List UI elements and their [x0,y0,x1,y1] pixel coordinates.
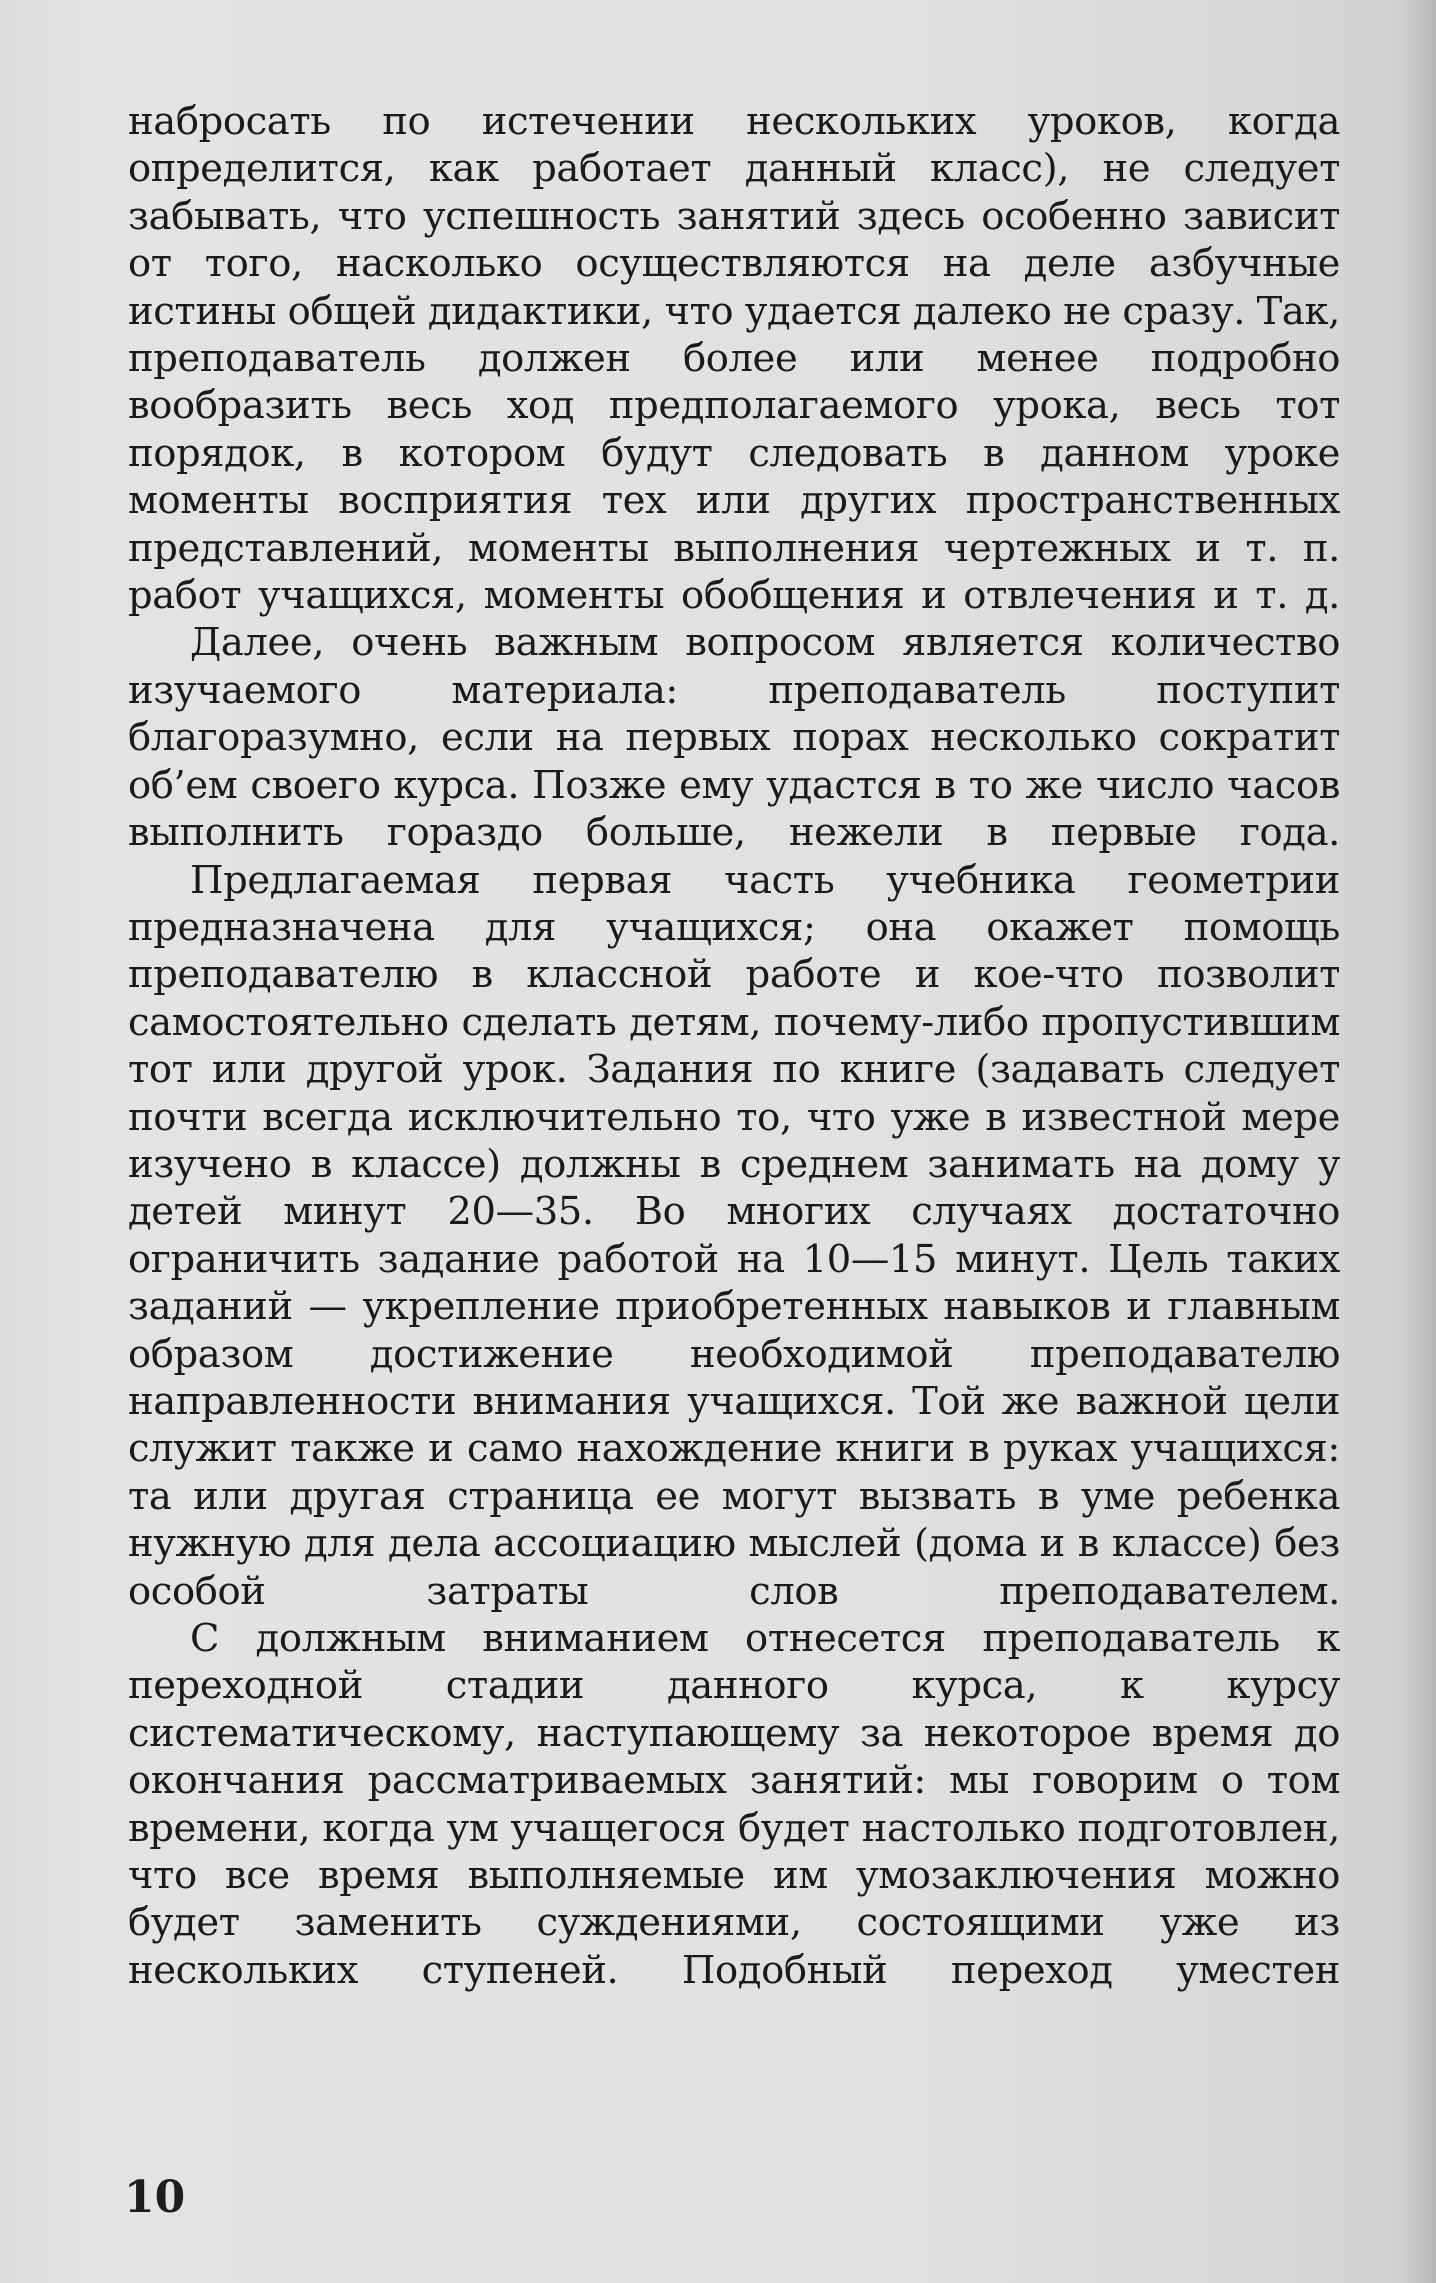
paragraph-4: С должным вниманием отнесется преподаватель к переходной стадии данного курса, к курсу систематическому, наступающему за некоторое время до окончания рассматриваемых занятий: мы говорим о том времени, когда ум учащегося будет настолько подготовлен, что все время выполняемые им умозаключения можно будет заменить суждениями, состоящими уже из нескольких ступеней. Подобный переход уместен [128,1616,1340,1993]
paragraph-3: Предлагаемая первая часть учебника геометрии предназначена для учащихся; она окажет помощь преподавателю в классной работе и кое-что позволит самостоятельно сделать детям, почему-либо пропустившим тот или другой урок. Задания по книге (задавать следует почти всегда исключительно то, что уже в известной мере изучено в классе) должны в среднем занимать на дому у детей минут 20—35. Во многих случаях достаточно ограничить задание работой на 10—15 минут. Цель таких заданий — укрепление приобретенных навыков и главным образом достижение необходимой преподавателю направленности внимания учащихся. Той же важной цели служит также и само нахождение книги в руках учащихся: та или другая страница ее могут вызвать в уме ребенка нужную для дела ассоциацию мыслей (дома и в классе) без особой затраты слов преподавателем. [128,857,1340,1614]
paragraph-1: набросать по истечении нескольких уроков, когда определится, как работает данный класс), не следует забывать, что успешность занятий здесь особенно зависит от того, насколько осуществляются на деле азбучные истины общей дидактики, что удается далеко не сразу. Так, преподаватель должен более или менее подробно вообразить весь ход предполагаемого урока, весь тот порядок, в котором будут следовать в данном уроке моменты восприятия тех или других пространственных представлений, моменты выполнения чертежных и т. п. работ учащихся, моменты обобщения и отвлечения и т. д. [128,99,1340,619]
page-edge-shadow [1400,0,1436,2283]
paragraph-2: Далее, очень важным вопросом является количество изучаемого материала: преподаватель поступит благоразумно, если на первых порах несколько сократит об’ем своего курса. Позже ему удастся в то же число часов выполнить гораздо больше, нежели в первые года. [128,620,1340,856]
page-number: 10 [124,2172,186,2223]
body-text [128,98,1340,1994]
